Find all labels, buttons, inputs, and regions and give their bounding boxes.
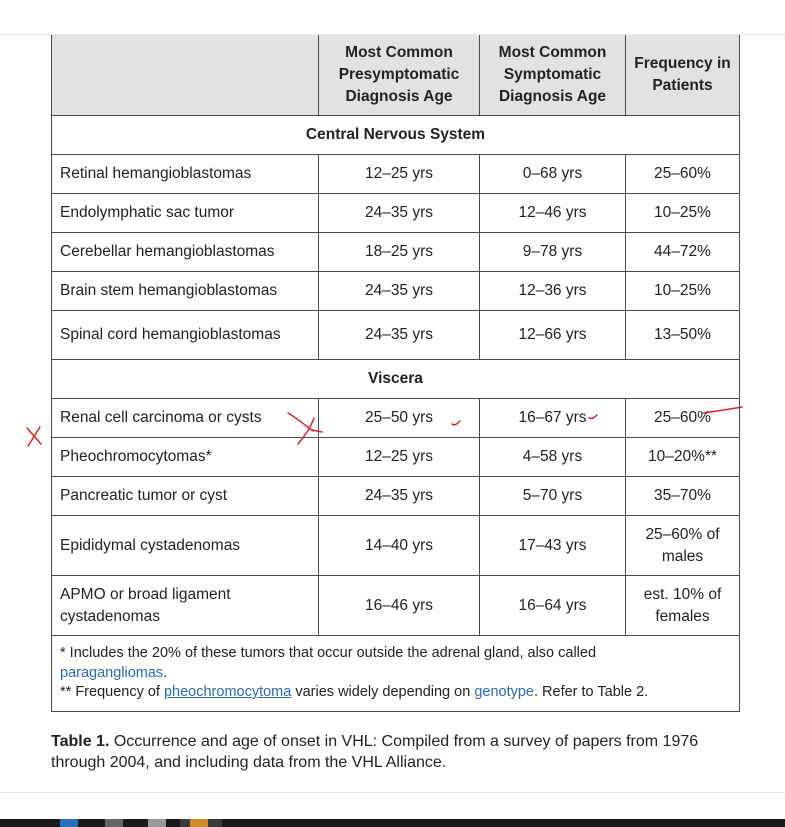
frequency: 25–60%	[626, 155, 740, 194]
table-row	[52, 576, 740, 636]
symptomatic-age: 17–43 yrs	[480, 516, 626, 576]
symptomatic-age: 5–70 yrs	[480, 477, 626, 516]
presymptomatic-age: 14–40 yrs	[319, 516, 480, 576]
table-caption	[51, 731, 741, 773]
section-title: Central Nervous System	[52, 116, 740, 155]
paragangliomas-link[interactable]: paragangliomas	[60, 664, 164, 681]
presymptomatic-age: 25–50 yrs	[319, 399, 480, 438]
presymptomatic-age: 24–35 yrs	[319, 194, 480, 233]
header-symptomatic-age: Most Common Symptomatic Diagnosis Age	[480, 35, 626, 116]
frequency: 10–20%**	[626, 438, 740, 477]
table-row	[52, 516, 740, 576]
symptomatic-age: 12–46 yrs	[480, 194, 626, 233]
table-row	[52, 272, 740, 311]
tumor-name: Brain stem hemangioblastomas	[52, 272, 319, 311]
symptomatic-age: 12–36 yrs	[480, 272, 626, 311]
pheochromocytoma-link[interactable]: pheochromocytoma	[163, 684, 292, 700]
presymptomatic-age: 18–25 yrs	[319, 233, 480, 272]
footnote-2	[60, 683, 731, 703]
table-row	[52, 155, 740, 194]
footnote-2-start: ** Frequency of	[60, 684, 164, 700]
frequency: 10–25%	[626, 194, 740, 233]
caption-label: Table 1.	[51, 733, 110, 750]
frequency: 25–60%	[626, 399, 740, 438]
symptomatic-age: 16–64 yrs	[480, 576, 626, 636]
frequency: 35–70%	[626, 477, 740, 516]
frequency: 44–72%	[626, 233, 740, 272]
taskbar-app-icon[interactable]	[148, 819, 166, 827]
tumor-name: APMO or broad ligament cystadenomas	[52, 576, 319, 636]
tumor-name: Epididymal cystadenomas	[52, 516, 319, 576]
section-title: Viscera	[52, 360, 740, 399]
taskbar-app-icon[interactable]	[190, 819, 208, 827]
tumor-name: Spinal cord hemangioblastomas	[52, 311, 319, 360]
tumor-name: Cerebellar hemangioblastomas	[52, 233, 319, 272]
bottom-divider	[0, 792, 785, 793]
table-row	[52, 233, 740, 272]
header-blank	[52, 35, 319, 116]
taskbar-app-icon[interactable]	[105, 819, 123, 827]
footnote-2-end: . Refer to Table 2.	[533, 684, 649, 700]
table-row	[52, 311, 740, 360]
footnote-1	[60, 644, 731, 683]
symptomatic-age: 0–68 yrs	[480, 155, 626, 194]
tumor-name: Endolymphatic sac tumor	[52, 194, 319, 233]
table-row	[52, 477, 740, 516]
table-row	[52, 438, 740, 477]
tumor-name: Pancreatic tumor or cyst	[52, 477, 319, 516]
symptomatic-age: 4–58 yrs	[480, 438, 626, 477]
taskbar[interactable]	[0, 819, 785, 827]
symptomatic-age: 16–67 yrs	[480, 399, 626, 438]
frequency: 13–50%	[626, 311, 740, 360]
footnote-1-text: * Includes the 20% of these tumors that occur outside the adrenal gland, also called	[60, 645, 597, 661]
x-mark	[27, 427, 41, 446]
symptomatic-age: 9–78 yrs	[480, 233, 626, 272]
header-presymptomatic-age: Most Common Presymptomatic Diagnosis Age	[319, 35, 480, 116]
presymptomatic-age: 12–25 yrs	[319, 438, 480, 477]
notes-row	[52, 636, 740, 712]
tumor-name: Renal cell carcinoma or cysts	[52, 399, 319, 438]
presymptomatic-age: 16–46 yrs	[319, 576, 480, 636]
section-row-cns	[52, 116, 740, 155]
presymptomatic-age: 12–25 yrs	[319, 155, 480, 194]
table-header-row	[52, 35, 740, 116]
taskbar-app-icon[interactable]	[60, 819, 78, 827]
frequency: est. 10% of females	[626, 576, 740, 636]
symptomatic-age: 12–66 yrs	[480, 311, 626, 360]
section-row-viscera	[52, 360, 740, 399]
header-frequency: Frequency in Patients	[626, 35, 740, 116]
tumor-name: Pheochromocytomas*	[52, 438, 319, 477]
vhl-occurrence-table	[51, 35, 740, 712]
presymptomatic-age: 24–35 yrs	[319, 311, 480, 360]
frequency: 25–60% of males	[626, 516, 740, 576]
tumor-name: Retinal hemangioblastomas	[52, 155, 319, 194]
table-row	[52, 194, 740, 233]
frequency: 10–25%	[626, 272, 740, 311]
presymptomatic-age: 24–35 yrs	[319, 272, 480, 311]
presymptomatic-age: 24–35 yrs	[319, 477, 480, 516]
footnote-1-end: .	[163, 664, 168, 681]
table-footnotes	[52, 636, 740, 712]
table-row	[52, 399, 740, 438]
genotype-link[interactable]: genotype	[474, 684, 534, 700]
caption-text: Occurrence and age of onset in VHL: Compiled from a survey of papers from 1976 through 2004, and including data from the VHL Alliance.	[51, 733, 699, 771]
footnote-2-mid: varies widely depending on	[291, 684, 475, 700]
